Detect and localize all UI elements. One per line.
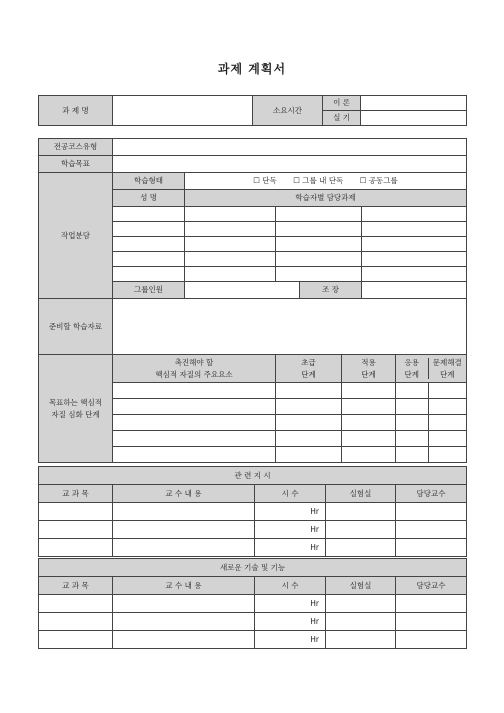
theory-hours-field[interactable] — [361, 96, 467, 111]
stage-cell[interactable] — [276, 431, 342, 447]
member-name-cell[interactable] — [113, 207, 185, 222]
content-cell[interactable] — [113, 613, 255, 631]
stage-cell[interactable] — [342, 415, 396, 431]
goal-field[interactable] — [113, 156, 467, 173]
option-solo-checkbox[interactable]: ☐ 단독 — [253, 176, 277, 186]
member-name-cell[interactable] — [113, 222, 185, 237]
competency-section-label — [39, 355, 113, 463]
assign-cell[interactable] — [276, 237, 362, 252]
related-table — [38, 466, 467, 557]
materials-field[interactable] — [113, 299, 467, 355]
stage-cell[interactable] — [342, 431, 396, 447]
subject-cell[interactable] — [39, 595, 113, 613]
stage-header-text: 단계 — [361, 370, 376, 379]
content-cell[interactable] — [113, 521, 255, 539]
practice-label: 실 기 — [323, 111, 361, 126]
assign-cell[interactable] — [185, 207, 276, 222]
stage-cell[interactable] — [276, 415, 342, 431]
practice-hours-field[interactable] — [361, 111, 467, 126]
learning-form-options — [185, 173, 467, 190]
assign-cell[interactable] — [362, 252, 467, 267]
lab-cell[interactable] — [326, 631, 396, 649]
subject-cell[interactable] — [39, 613, 113, 631]
member-name-cell[interactable] — [113, 252, 185, 267]
assign-cell[interactable] — [276, 222, 362, 237]
stage-cell[interactable] — [396, 447, 467, 463]
competency-head-line-1: 촉진해야 할 — [174, 357, 214, 367]
col-hours: 시 수 — [255, 485, 326, 503]
competency-head-line-2: 핵심적 자질의 주요요소 — [155, 370, 233, 379]
stage-header-text: 단계 — [301, 370, 316, 379]
assign-cell[interactable] — [362, 222, 467, 237]
stage-cell[interactable] — [276, 383, 342, 399]
competency-element-cell[interactable] — [113, 431, 276, 447]
col-hours: 시 수 — [255, 577, 326, 595]
competency-label-line-1: 목표하는 핵심적 — [48, 397, 103, 407]
col-professor: 담당교수 — [396, 577, 467, 595]
stage-header-group — [396, 355, 467, 383]
stage-cell[interactable] — [276, 447, 342, 463]
stage-header-problem — [429, 358, 467, 380]
task-division-label: 작업분담 — [39, 173, 113, 299]
learning-form-label: 학습형태 — [113, 173, 185, 190]
leader-field[interactable] — [362, 282, 467, 299]
professor-cell[interactable] — [396, 613, 467, 631]
col-lab: 실험실 — [326, 577, 396, 595]
professor-cell[interactable] — [396, 539, 467, 557]
stage-header-apply — [342, 355, 396, 383]
hours-cell[interactable]: Hr — [255, 631, 326, 649]
stage-header-basic — [276, 355, 342, 383]
option-joint-group-checkbox[interactable]: ☐ 공동그룹 — [359, 176, 398, 186]
stage-header-text: 적용 — [361, 357, 376, 367]
subject-cell[interactable] — [39, 503, 113, 521]
col-subject: 교 과 목 — [39, 485, 113, 503]
stage-cell[interactable] — [276, 399, 342, 415]
competency-element-cell[interactable] — [113, 383, 276, 399]
competency-element-cell[interactable] — [113, 399, 276, 415]
new-tech-table — [38, 558, 467, 649]
assign-cell[interactable] — [276, 207, 362, 222]
content-cell[interactable] — [113, 503, 255, 521]
stage-cell[interactable] — [396, 383, 467, 399]
subject-cell[interactable] — [39, 539, 113, 557]
professor-cell[interactable] — [396, 521, 467, 539]
col-content: 교 수 내 용 — [113, 485, 255, 503]
stage-cell[interactable] — [342, 447, 396, 463]
hours-cell[interactable]: Hr — [255, 613, 326, 631]
lab-cell[interactable] — [326, 521, 396, 539]
plan-table — [38, 138, 467, 463]
stage-header-text: 응용 — [404, 357, 419, 367]
stage-cell[interactable] — [342, 399, 396, 415]
stage-cell[interactable] — [396, 399, 467, 415]
content-cell[interactable] — [113, 539, 255, 557]
assign-cell[interactable] — [185, 237, 276, 252]
stage-cell[interactable] — [396, 415, 467, 431]
assign-cell[interactable] — [362, 237, 467, 252]
competency-element-cell[interactable] — [113, 415, 276, 431]
stage-header-text: 단계 — [404, 370, 419, 379]
header-table — [38, 95, 467, 126]
competency-label-line-2: 자질 심화 단계 — [51, 410, 100, 419]
subject-cell[interactable] — [39, 521, 113, 539]
col-professor: 담당교수 — [396, 485, 467, 503]
assign-cell[interactable] — [362, 207, 467, 222]
professor-cell[interactable] — [396, 595, 467, 613]
materials-label: 준비할 학습자료 — [39, 299, 113, 355]
option-group-solo-checkbox[interactable]: ☐ 그룹 내 단독 — [293, 176, 344, 186]
professor-cell[interactable] — [396, 631, 467, 649]
leader-label: 조 장 — [300, 282, 362, 299]
assign-cell[interactable] — [362, 267, 467, 282]
new-tech-section-title: 새로운 기술 및 기능 — [39, 559, 467, 577]
content-cell[interactable] — [113, 631, 255, 649]
duration-label: 소요시간 — [253, 96, 323, 126]
competency-elements-header — [113, 355, 276, 383]
stage-header-text: 문제해결 — [432, 357, 462, 367]
stage-header-advanced — [396, 358, 429, 380]
col-content: 교 수 내 용 — [113, 577, 255, 595]
col-subject: 교 과 목 — [39, 577, 113, 595]
stage-header-text: 단계 — [440, 370, 455, 379]
member-name-cell[interactable] — [113, 237, 185, 252]
stage-cell[interactable] — [342, 383, 396, 399]
member-name-header: 성 명 — [113, 190, 185, 207]
lab-cell[interactable] — [326, 595, 396, 613]
assign-cell[interactable] — [276, 267, 362, 282]
course-type-field[interactable] — [113, 139, 467, 156]
hours-cell[interactable]: Hr — [255, 539, 326, 557]
competency-element-cell[interactable] — [113, 447, 276, 463]
assign-cell[interactable] — [276, 252, 362, 267]
goal-label: 학습목표 — [39, 156, 113, 173]
group-count-label: 그룹인원 — [113, 282, 185, 299]
group-count-field[interactable] — [185, 282, 300, 299]
stage-header-text: 초급 — [301, 357, 316, 367]
lab-cell[interactable] — [326, 503, 396, 521]
hours-cell[interactable]: Hr — [255, 595, 326, 613]
professor-cell[interactable] — [396, 503, 467, 521]
hours-cell[interactable]: Hr — [255, 503, 326, 521]
col-lab: 실험실 — [326, 485, 396, 503]
stage-cell[interactable] — [396, 431, 467, 447]
project-name-field[interactable] — [113, 96, 253, 126]
page-title: 과제 계획서 — [217, 62, 287, 76]
member-name-cell[interactable] — [113, 267, 185, 282]
assign-cell[interactable] — [185, 222, 276, 237]
course-type-label: 전공코스유형 — [39, 139, 113, 156]
lab-cell[interactable] — [326, 613, 396, 631]
project-name-label: 과 제 명 — [39, 96, 113, 126]
theory-label: 이 론 — [323, 96, 361, 111]
subject-cell[interactable] — [39, 631, 113, 649]
assignment-header: 학습자별 담당과제 — [185, 190, 467, 207]
assign-cell[interactable] — [185, 252, 276, 267]
hours-cell[interactable]: Hr — [255, 521, 326, 539]
content-cell[interactable] — [113, 595, 255, 613]
related-section-title: 관 련 지 시 — [39, 467, 467, 485]
lab-cell[interactable] — [326, 539, 396, 557]
assign-cell[interactable] — [185, 267, 276, 282]
